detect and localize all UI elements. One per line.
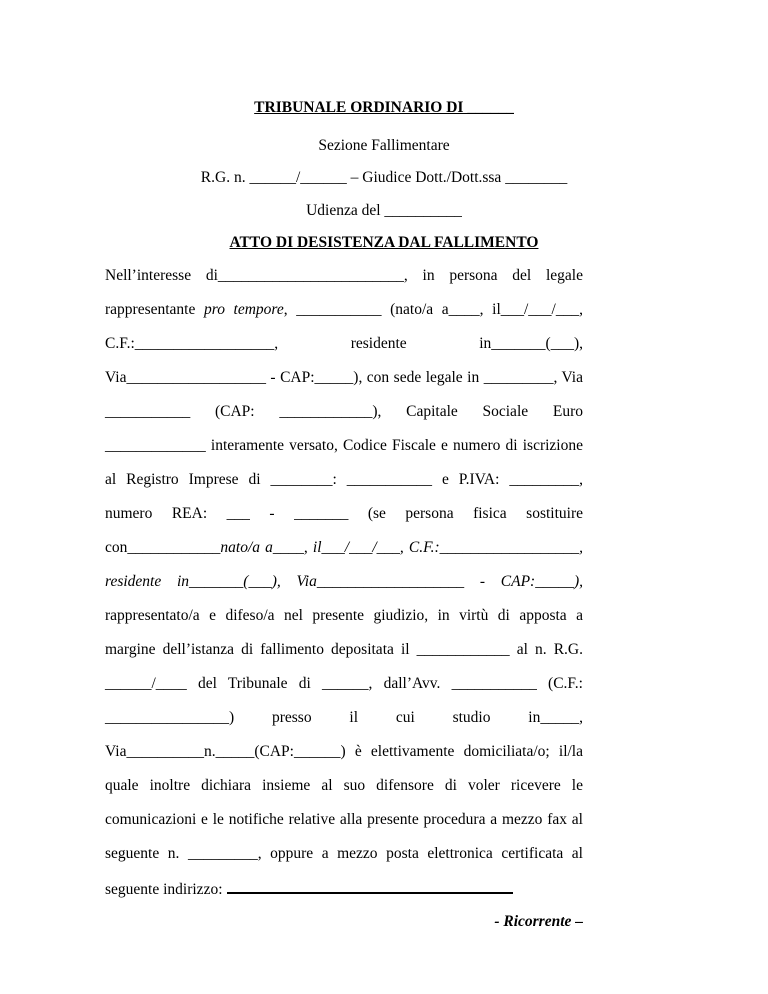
court-title: TRIBUNALE ORDINARIO DI ______ <box>254 99 514 116</box>
pec-address-blank <box>227 878 513 894</box>
body-line-3: C.F.:__________________, residente in_______(___), <box>105 335 583 352</box>
pro-tempore-text: pro tempore <box>203 301 284 318</box>
document-title: ATTO DI DESISTENZA DAL FALLIMENTO <box>229 234 539 251</box>
body-line-11: rappresentato/a e difeso/a nel presente giudizio, in virtù di apposta a <box>105 607 583 624</box>
body-line-6: _____________ interamente versato, Codice Fiscale e numero di iscrizione <box>105 437 583 454</box>
body-line-8: numero REA: ___ - _______ (se persona fisica sostituire <box>105 505 583 522</box>
body-line-4: Via__________________ - CAP:_____), con sede legale in _________, Via <box>105 369 583 386</box>
body-line-5: ___________ (CAP: ____________), Capitale Sociale Euro <box>105 403 583 420</box>
body-line-2 <box>105 300 583 320</box>
body-line-7: al Registro Imprese di ________: ___________ e P.IVA: _________, <box>105 471 583 488</box>
body-line-9-part-a: con____________ <box>105 539 221 556</box>
section-name: Sezione Fallimentare <box>318 137 450 154</box>
body-line-10: residente in_______(___), Via___________________ - CAP:_____), <box>105 573 583 590</box>
body-line-9 <box>105 538 583 558</box>
case-number-line: R.G. n. ______/______ – Giudice Dott./Dott.ssa ________ <box>200 169 568 186</box>
body-line-12: margine dell’istanza di fallimento depositata il ____________ al n. R.G. <box>105 641 583 658</box>
body-line-18: seguente n. _________, oppure a mezzo posta elettronica certificata al <box>105 845 583 862</box>
party-label: - Ricorrente – <box>494 913 583 930</box>
body-line-9-part-b: nato/a a____, il___/___/___, C.F.:__________________, <box>220 539 583 556</box>
body-line-1: Nell’interesse di________________________, in persona del legale <box>105 267 583 284</box>
body-line-15: Via__________n._____(CAP:______) è elettivamente domiciliata/o; il/la <box>105 743 583 760</box>
body-line-2-part-c: , ___________ (nato/a a____, il___/___/___, <box>283 301 583 318</box>
body-line-19 <box>105 878 583 900</box>
body-line-17: comunicazioni e le notifiche relative alla presente procedura a mezzo fax al <box>105 811 583 828</box>
body-line-16: quale inoltre dichiara insieme al suo difensore di voler ricevere le <box>105 777 583 794</box>
body-line-14: ________________) presso il cui studio in_____, <box>105 709 583 726</box>
body-line-2-part-a: rappresentante <box>105 301 204 318</box>
address-label: seguente indirizzo: <box>105 881 223 898</box>
hearing-date: Udienza del __________ <box>306 202 462 219</box>
body-line-13: ______/____ del Tribunale di ______, dall’Avv. ___________ (C.F.: <box>105 675 583 692</box>
